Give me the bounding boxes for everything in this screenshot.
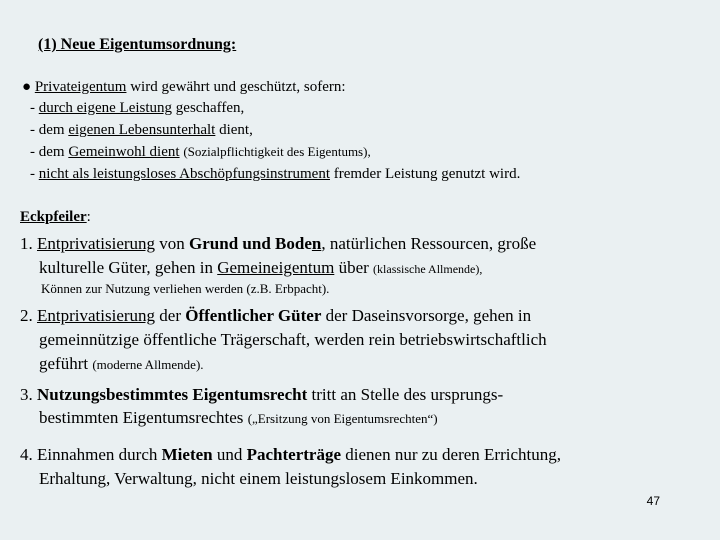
condition-rest: dient,: [215, 122, 253, 138]
condition-2: [30, 122, 253, 139]
condition-1: [30, 100, 244, 117]
item-text: , natürlichen Ressourcen, große: [321, 234, 537, 253]
item-text: und: [212, 445, 247, 464]
condition-underlined: nicht als leistungsloses Abschöpfungsinstrument: [38, 166, 330, 182]
condition-prefix: - dem: [30, 122, 69, 138]
item-1-line-2: [39, 258, 482, 278]
item-1-line-1: [20, 234, 536, 254]
item-text: Erhaltung, Verwaltung, nicht einem leistungslosem Einkommen.: [39, 469, 478, 488]
slide-title: [38, 36, 236, 54]
condition-rest: fremder Leistung genutzt wird.: [329, 166, 521, 182]
condition-prefix: -: [30, 100, 39, 116]
condition-underlined: eigenen Lebensunterhalt: [68, 122, 216, 138]
item-text: bestimmten Eigentumsrechtes: [39, 408, 248, 427]
item-number: 2.: [20, 306, 37, 325]
item-4-line-2: [39, 469, 478, 489]
item-bold: Mieten: [161, 445, 213, 464]
bullet-marker: ●: [22, 79, 32, 95]
item-1-line-3: [41, 281, 329, 297]
item-text: kulturelle Güter, gehen in: [39, 258, 218, 277]
item-2-line-1: [20, 306, 531, 326]
item-2-line-3: [39, 354, 204, 374]
item-text: dienen nur zu deren Errichtung,: [341, 445, 561, 464]
condition-3: [30, 144, 371, 161]
item-note: (moderne Allmende).: [92, 357, 204, 372]
item-3-line-2: [39, 408, 438, 428]
item-note: (klassische Allmende),: [373, 262, 483, 276]
item-text: der Daseinsvorsorge, gehen in: [321, 306, 532, 325]
eckpfeiler-heading: [20, 209, 91, 226]
item-note: Können zur Nutzung verliehen werden (z.B. Erbpacht).: [41, 281, 330, 296]
item-underlined: Entprivatisierung: [37, 234, 156, 253]
item-3-line-1: [20, 385, 503, 405]
eckpfeiler-colon: :: [86, 209, 91, 225]
item-text: geführt: [39, 354, 93, 373]
condition-prefix: - dem: [30, 144, 69, 160]
condition-underlined: Gemeinwohl dient: [68, 144, 180, 160]
condition-note: (Sozialpflichtigkeit des Eigentums),: [183, 144, 371, 159]
condition-rest: geschaffen,: [172, 100, 245, 116]
item-bold-underlined: n: [311, 234, 322, 253]
slide-title-text: (1) Neue Eigentumsordnung:: [38, 36, 237, 53]
item-number: 1.: [20, 234, 37, 253]
condition-4: [30, 166, 520, 183]
item-text: tritt an Stelle des ursprungs-: [307, 385, 504, 404]
item-note: („Ersitzung von Eigentumsrechten“): [247, 411, 438, 426]
item-text: gemeinnützige öffentliche Trägerschaft, werden rein betriebswirtschaftlich: [39, 330, 547, 349]
item-2-line-2: [39, 330, 547, 350]
item-text: 4. Einnahmen durch: [20, 445, 162, 464]
item-bold: Pachterträge: [246, 445, 342, 464]
item-number: 3.: [20, 385, 37, 404]
bullet-privateigentum: [22, 79, 346, 96]
item-bold: Grund und Bode: [189, 234, 312, 253]
item-text: von: [155, 234, 190, 253]
item-bold: Nutzungsbestimmtes Eigentumsrecht: [37, 385, 308, 404]
bullet-term: Privateigentum: [34, 79, 127, 95]
condition-prefix: -: [30, 166, 39, 182]
item-4-line-1: [20, 445, 561, 465]
item-underlined: Gemeineigentum: [217, 258, 335, 277]
item-text: über: [334, 258, 374, 277]
eckpfeiler-label: Eckpfeiler: [20, 209, 87, 225]
condition-underlined: durch eigene Leistung: [38, 100, 173, 116]
item-text: der: [155, 306, 186, 325]
bullet-rest: wird gewährt und geschützt, sofern:: [126, 79, 346, 95]
page-number: 47: [646, 494, 660, 508]
item-bold: Öffentlicher Güter: [185, 306, 322, 325]
item-underlined: Entprivatisierung: [37, 306, 156, 325]
